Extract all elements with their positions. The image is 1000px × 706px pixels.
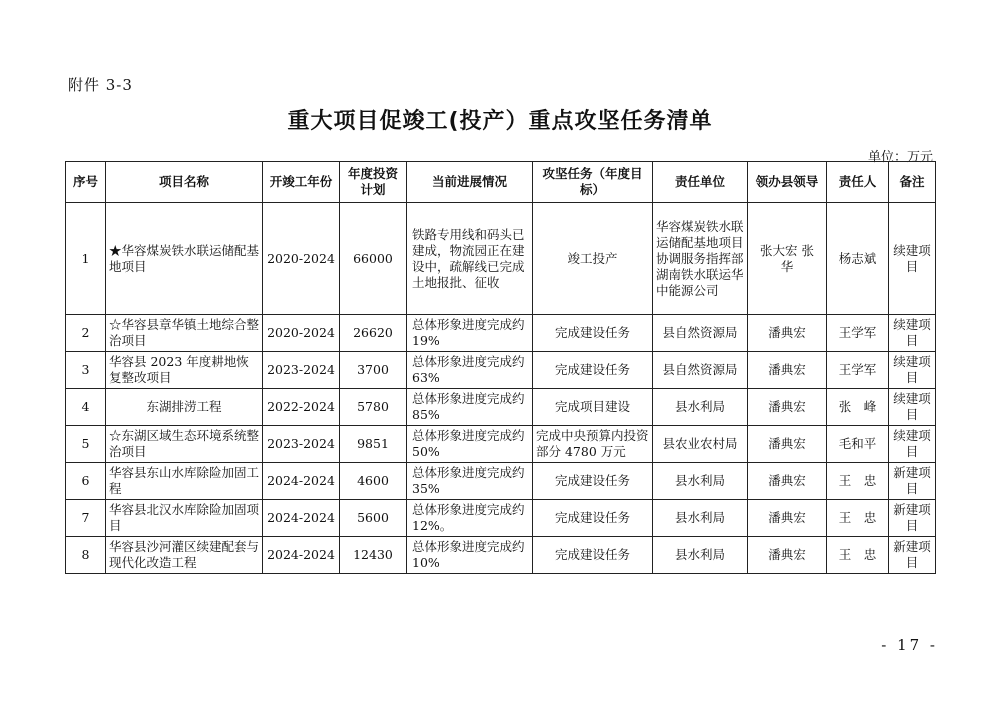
cell-progress: 铁路专用线和码头已建成，物流园正在建设中，疏解线已完成土地报批、征收 <box>407 203 533 315</box>
cell-unit: 县水利局 <box>653 500 748 537</box>
cell-no: 3 <box>66 352 106 389</box>
cell-investment: 12430 <box>340 537 407 574</box>
cell-investment: 26620 <box>340 315 407 352</box>
cell-unit: 县水利局 <box>653 389 748 426</box>
cell-no: 7 <box>66 500 106 537</box>
cell-name: 东湖排涝工程 <box>106 389 263 426</box>
cell-name: ★华容煤炭铁水联运储配基地项目 <box>106 203 263 315</box>
attachment-label: 附件 3-3 <box>68 76 133 94</box>
page-number: - 17 - <box>881 636 938 654</box>
cell-investment: 9851 <box>340 426 407 463</box>
cell-years: 2020-2024 <box>263 315 340 352</box>
cell-no: 1 <box>66 203 106 315</box>
cell-remark: 新建项目 <box>889 500 936 537</box>
header-years: 开竣工年份 <box>263 162 340 203</box>
cell-unit: 县自然资源局 <box>653 315 748 352</box>
cell-task: 完成项目建设 <box>533 389 653 426</box>
cell-task: 完成建设任务 <box>533 537 653 574</box>
cell-progress: 总体形象进度完成约35% <box>407 463 533 500</box>
cell-leader: 潘典宏 <box>748 352 827 389</box>
header-name: 项目名称 <box>106 162 263 203</box>
cell-progress: 总体形象进度完成约50% <box>407 426 533 463</box>
table-row <box>66 537 936 574</box>
cell-task: 完成建设任务 <box>533 352 653 389</box>
cell-remark: 新建项目 <box>889 537 936 574</box>
cell-person: 王学军 <box>827 315 889 352</box>
cell-leader: 潘典宏 <box>748 537 827 574</box>
cell-name: 华容县 2023 年度耕地恢复整改项目 <box>106 352 263 389</box>
cell-progress: 总体形象进度完成约10% <box>407 537 533 574</box>
header-progress: 当前进展情况 <box>407 162 533 203</box>
cell-remark: 续建项目 <box>889 203 936 315</box>
table-header-row <box>66 162 936 203</box>
cell-years: 2020-2024 <box>263 203 340 315</box>
cell-name: ☆华容县章华镇土地综合整治项目 <box>106 315 263 352</box>
cell-task: 完成建设任务 <box>533 463 653 500</box>
cell-years: 2024-2024 <box>263 500 340 537</box>
header-task: 攻坚任务（年度目标） <box>533 162 653 203</box>
cell-progress: 总体形象进度完成约63% <box>407 352 533 389</box>
cell-leader: 潘典宏 <box>748 426 827 463</box>
cell-name: 华容县东山水库除险加固工程 <box>106 463 263 500</box>
cell-unit: 华容煤炭铁水联运储配基地项目协调服务指挥部 湖南铁水联运华中能源公司 <box>653 203 748 315</box>
cell-task: 竣工投产 <box>533 203 653 315</box>
cell-person: 王 忠 <box>827 500 889 537</box>
cell-no: 5 <box>66 426 106 463</box>
header-leader: 领办县领导 <box>748 162 827 203</box>
cell-name: 华容县北汉水库除险加固项目 <box>106 500 263 537</box>
cell-years: 2023-2024 <box>263 352 340 389</box>
cell-no: 6 <box>66 463 106 500</box>
cell-task: 完成建设任务 <box>533 315 653 352</box>
cell-person: 王 忠 <box>827 463 889 500</box>
cell-unit: 县水利局 <box>653 537 748 574</box>
cell-remark: 续建项目 <box>889 389 936 426</box>
cell-leader: 张大宏 张 华 <box>748 203 827 315</box>
cell-investment: 5600 <box>340 500 407 537</box>
table-row <box>66 203 936 315</box>
cell-years: 2024-2024 <box>263 463 340 500</box>
table-row <box>66 500 936 537</box>
cell-unit: 县农业农村局 <box>653 426 748 463</box>
document-title: 重大项目促竣工(投产）重点攻坚任务清单 <box>287 109 713 134</box>
table-row <box>66 352 936 389</box>
cell-no: 2 <box>66 315 106 352</box>
unit-label: 单位：万元 <box>867 150 933 165</box>
table-row <box>66 315 936 352</box>
cell-progress: 总体形象进度完成约12%。 <box>407 500 533 537</box>
cell-no: 8 <box>66 537 106 574</box>
cell-person: 毛和平 <box>827 426 889 463</box>
cell-no: 4 <box>66 389 106 426</box>
header-remark: 备注 <box>889 162 936 203</box>
cell-leader: 潘典宏 <box>748 463 827 500</box>
table-row <box>66 426 936 463</box>
cell-remark: 续建项目 <box>889 352 936 389</box>
cell-unit: 县水利局 <box>653 463 748 500</box>
cell-leader: 潘典宏 <box>748 389 827 426</box>
table-row <box>66 389 936 426</box>
cell-person: 张 峰 <box>827 389 889 426</box>
cell-investment: 66000 <box>340 203 407 315</box>
cell-leader: 潘典宏 <box>748 315 827 352</box>
cell-years: 2023-2024 <box>263 426 340 463</box>
cell-investment: 4600 <box>340 463 407 500</box>
cell-progress: 总体形象进度完成约85% <box>407 389 533 426</box>
cell-name: ☆东湖区域生态环境系统整治项目 <box>106 426 263 463</box>
cell-years: 2022-2024 <box>263 389 340 426</box>
cell-person: 王学军 <box>827 352 889 389</box>
header-investment: 年度投资计划 <box>340 162 407 203</box>
cell-investment: 3700 <box>340 352 407 389</box>
cell-unit: 县自然资源局 <box>653 352 748 389</box>
cell-person: 王 忠 <box>827 537 889 574</box>
cell-remark: 续建项目 <box>889 426 936 463</box>
cell-task: 完成建设任务 <box>533 500 653 537</box>
cell-remark: 续建项目 <box>889 315 936 352</box>
task-table <box>65 161 936 574</box>
table-row <box>66 463 936 500</box>
header-no: 序号 <box>66 162 106 203</box>
cell-person: 杨志斌 <box>827 203 889 315</box>
cell-remark: 新建项目 <box>889 463 936 500</box>
cell-leader: 潘典宏 <box>748 500 827 537</box>
cell-years: 2024-2024 <box>263 537 340 574</box>
cell-progress: 总体形象进度完成约19% <box>407 315 533 352</box>
cell-task: 完成中央预算内投资部分 4780 万元 <box>533 426 653 463</box>
header-person: 责任人 <box>827 162 889 203</box>
header-unit: 责任单位 <box>653 162 748 203</box>
cell-name: 华容县沙河灌区续建配套与现代化改造工程 <box>106 537 263 574</box>
cell-investment: 5780 <box>340 389 407 426</box>
